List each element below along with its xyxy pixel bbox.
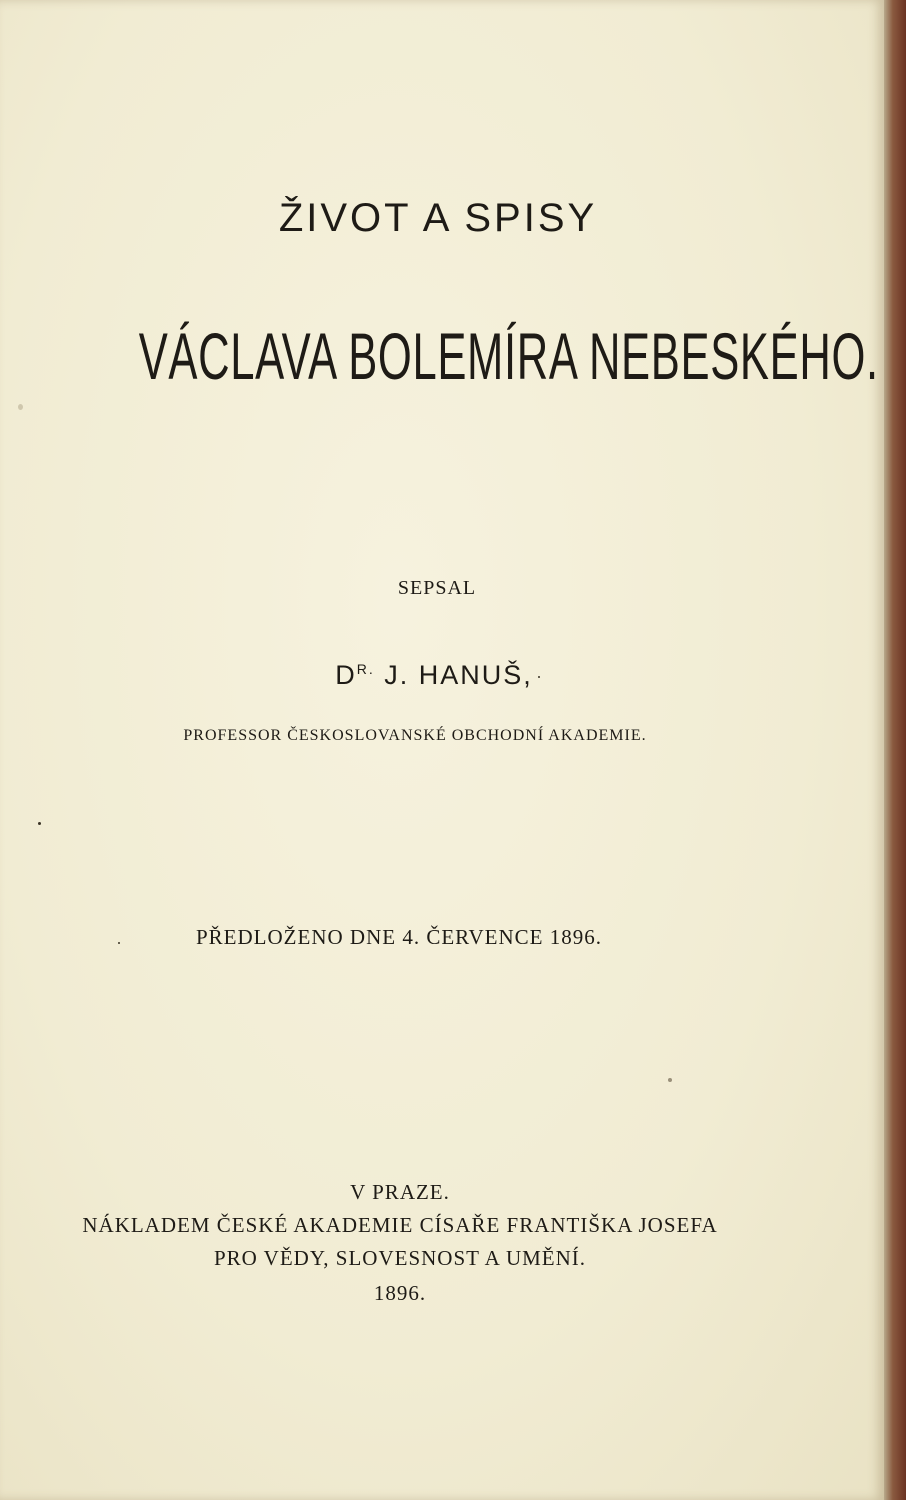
paper-speck <box>538 676 540 678</box>
title-top: ŽIVOT A SPISY <box>278 196 598 240</box>
presented-date: PŘEDLOŽENO DNE 4. ČERVENCE 1896. <box>196 925 602 949</box>
author <box>0 660 876 691</box>
imprint-place: V PRAZE. <box>350 1180 450 1204</box>
author-role: PROFESSOR ČESKOSLOVANSKÉ OBCHODNÍ AKADEMIE. <box>183 727 647 744</box>
paper-speck <box>668 1078 672 1082</box>
byline-label: SEPSAL <box>397 577 477 599</box>
paper-speck <box>118 942 120 944</box>
author-prefix-sup: R. <box>356 661 375 677</box>
imprint-year: 1896. <box>373 1281 427 1305</box>
imprint-publisher-line1: NÁKLADEM ČESKÉ AKADEMIE CÍSAŘE FRANTIŠKA JOSEFA <box>82 1213 718 1237</box>
author-name: J. HANUŠ, <box>374 660 533 690</box>
page-edge <box>884 0 906 1500</box>
title-main: VÁCLAVA BOLEMÍRA NEBESKÉHO. <box>138 319 879 393</box>
paper-speck <box>18 404 23 410</box>
imprint-publisher-line2: PRO VĚDY, SLOVESNOST A UMĚNÍ. <box>213 1246 587 1270</box>
paper-speck <box>38 822 41 825</box>
author-prefix: D <box>335 660 357 690</box>
